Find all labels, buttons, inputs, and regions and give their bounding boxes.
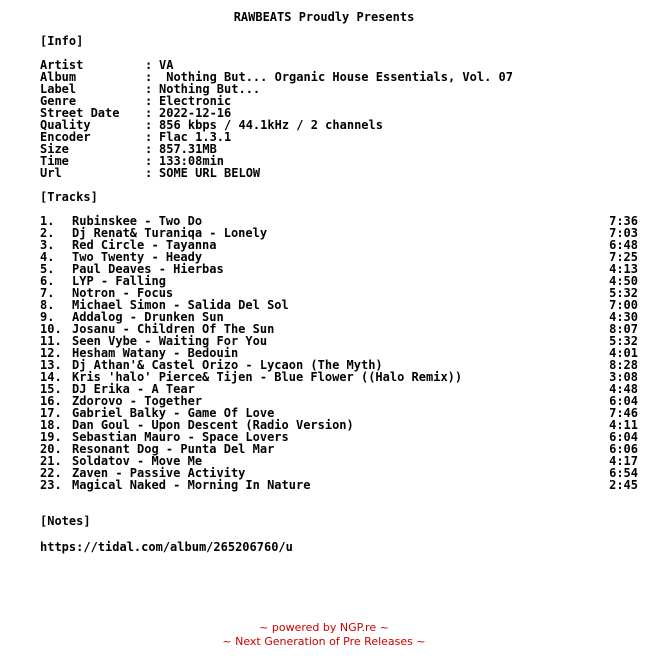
track-duration: 7:36 <box>609 214 638 228</box>
track-title: Gabriel Balky - Game Of Love <box>72 406 275 420</box>
track-duration: 6:48 <box>609 238 638 252</box>
track-number: 2. <box>40 226 55 240</box>
info-separator: : <box>145 58 153 72</box>
track-number: 21. <box>40 454 62 468</box>
footer-tagline: ~ Next Generation of Pre Releases ~ <box>222 635 426 648</box>
info-value: VA <box>159 58 174 72</box>
track-duration: 8:07 <box>609 322 638 336</box>
track-number: 7. <box>40 286 55 300</box>
track-duration: 7:46 <box>609 406 638 420</box>
track-number: 4. <box>40 250 55 264</box>
track-duration: 6:54 <box>609 466 638 480</box>
info-label: Album <box>40 70 77 84</box>
track-number: 8. <box>40 298 55 312</box>
track-duration: 4:50 <box>609 274 638 288</box>
track-title: Rubinskee - Two Do <box>72 214 203 228</box>
track-number: 23. <box>40 478 62 492</box>
track-row <box>0 479 648 491</box>
track-number: 5. <box>40 262 55 276</box>
track-title: LYP - Falling <box>72 274 166 288</box>
track-duration: 6:04 <box>609 430 638 444</box>
track-duration: 7:25 <box>609 250 638 264</box>
track-duration: 4:30 <box>609 310 638 324</box>
track-number: 10. <box>40 322 62 336</box>
tracks-heading: [Tracks] <box>40 190 98 204</box>
track-title: Michael Simon - Salida Del Sol <box>72 298 289 312</box>
track-title: Sebastian Mauro - Space Lovers <box>72 430 289 444</box>
info-row-url <box>0 167 648 179</box>
info-value: Nothing But... <box>159 82 261 96</box>
track-duration: 8:28 <box>609 358 638 372</box>
info-label: Quality <box>40 118 91 132</box>
track-number: 13. <box>40 358 62 372</box>
info-separator: : <box>145 118 153 132</box>
footer-powered-by: ~ powered by NGP.re ~ <box>259 621 389 634</box>
track-title: Dan Goul - Upon Descent (Radio Version) <box>72 418 354 432</box>
track-number: 11. <box>40 334 62 348</box>
track-duration: 4:17 <box>609 454 638 468</box>
track-title: Notron - Focus <box>72 286 174 300</box>
info-label: Size <box>40 142 69 156</box>
track-number: 3. <box>40 238 55 252</box>
info-value: SOME URL BELOW <box>159 166 261 180</box>
info-label: Street Date <box>40 106 120 120</box>
track-number: 18. <box>40 418 62 432</box>
track-title: DJ Erika - A Tear <box>72 382 195 396</box>
info-value: 857.31MB <box>159 142 217 156</box>
track-number: 15. <box>40 382 62 396</box>
track-number: 17. <box>40 406 62 420</box>
info-separator: : <box>145 130 153 144</box>
track-number: 12. <box>40 346 62 360</box>
track-duration: 4:01 <box>609 346 638 360</box>
track-title: Paul Deaves - Hierbas <box>72 262 224 276</box>
track-number: 9. <box>40 310 55 324</box>
info-heading: [Info] <box>40 34 84 48</box>
track-title: Zaven - Passive Activity <box>72 466 246 480</box>
track-number: 14. <box>40 370 62 384</box>
track-duration: 6:04 <box>609 394 638 408</box>
track-number: 16. <box>40 394 62 408</box>
info-separator: : <box>145 70 153 84</box>
info-row-size <box>0 143 648 155</box>
track-duration: 6:06 <box>609 442 638 456</box>
info-row-label <box>0 83 648 95</box>
track-duration: 5:32 <box>609 334 638 348</box>
notes-url: https://tidal.com/album/265206760/u <box>40 540 293 554</box>
track-duration: 3:08 <box>609 370 638 384</box>
info-value: Electronic <box>159 94 232 108</box>
info-label: Time <box>40 154 69 168</box>
track-title: Two Twenty - Heady <box>72 250 203 264</box>
track-duration: 5:32 <box>609 286 638 300</box>
track-title: Resonant Dog - Punta Del Mar <box>72 442 275 456</box>
track-duration: 7:00 <box>609 298 638 312</box>
track-number: 19. <box>40 430 62 444</box>
track-number: 22. <box>40 466 62 480</box>
info-separator: : <box>145 82 153 96</box>
notes-heading: [Notes] <box>40 514 91 528</box>
track-number: 20. <box>40 442 62 456</box>
info-label: Encoder <box>40 130 91 144</box>
track-title: Dj Athan'& Castel Orizo - Lycaon (The Myth) <box>72 358 383 372</box>
track-title: Seen Vybe - Waiting For You <box>72 334 268 348</box>
info-row-album <box>0 71 648 83</box>
track-duration: 2:45 <box>609 478 638 492</box>
info-value: Nothing But... Organic House Essentials, Vol. 07 <box>159 70 514 84</box>
info-separator: : <box>145 154 153 168</box>
info-label: Artist <box>40 58 84 72</box>
track-number: 1. <box>40 214 55 228</box>
track-duration: 4:11 <box>609 418 638 432</box>
info-value: Flac 1.3.1 <box>159 130 232 144</box>
track-title: Dj Renat& Turaniqa - Lonely <box>72 226 268 240</box>
track-title: Magical Naked - Morning In Nature <box>72 478 311 492</box>
info-label: Genre <box>40 94 77 108</box>
track-title: Hesham Watany - Bedouin <box>72 346 239 360</box>
track-title: Red Circle - Tayanna <box>72 238 217 252</box>
track-title: Addalog - Drunken Sun <box>72 310 224 324</box>
info-row-encoder <box>0 131 648 143</box>
track-title: Kris 'halo' Pierce& Tijen - Blue Flower ((Halo Remix)) <box>72 370 463 384</box>
info-separator: : <box>145 166 153 180</box>
track-number: 6. <box>40 274 55 288</box>
info-separator: : <box>145 142 153 156</box>
info-value: 133:08min <box>159 154 225 168</box>
info-separator: : <box>145 106 153 120</box>
info-row-time <box>0 155 648 167</box>
info-value: 2022-12-16 <box>159 106 232 120</box>
track-duration: 7:03 <box>609 226 638 240</box>
track-duration: 4:48 <box>609 382 638 396</box>
track-title: Zdorovo - Together <box>72 394 203 408</box>
page-title: RAWBEATS Proudly Presents <box>233 10 415 24</box>
info-label: Label <box>40 82 77 96</box>
track-duration: 4:13 <box>609 262 638 276</box>
track-title: Josanu - Children Of The Sun <box>72 322 275 336</box>
info-value: 856 kbps / 44.1kHz / 2 channels <box>159 118 383 132</box>
info-row-quality <box>0 119 648 131</box>
info-label: Url <box>40 166 62 180</box>
info-separator: : <box>145 94 153 108</box>
track-title: Soldatov - Move Me <box>72 454 203 468</box>
